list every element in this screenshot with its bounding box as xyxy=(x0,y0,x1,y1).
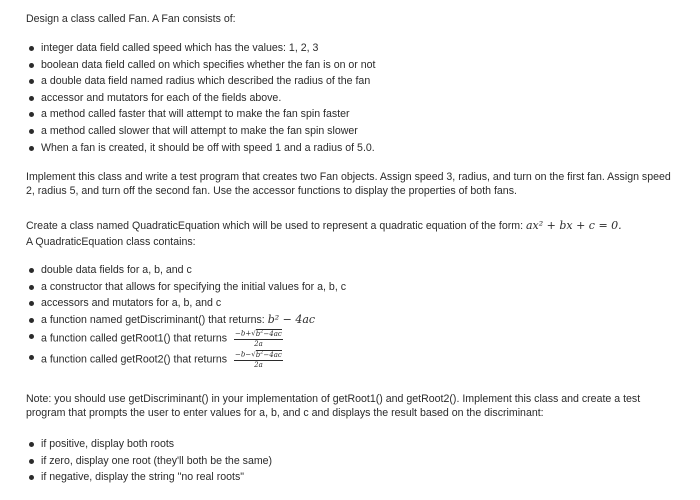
fan-list xyxy=(26,41,682,157)
discriminant-math: b² − 4ac xyxy=(267,312,316,326)
list-item-root2 xyxy=(26,350,682,371)
list-item: if zero, display one root (they'll both be the same) xyxy=(26,454,682,471)
root2-formula: $\frac{-b-√b^2-4ac}{2a}$ xyxy=(235,349,282,370)
fan-intro: Design a class called Fan. A Fan consists of: xyxy=(26,13,236,25)
list-item: if negative, display the string "no real roots" xyxy=(26,470,682,487)
root2-text: a function called getRoot2() that returns xyxy=(41,354,228,367)
discriminant-text: a function named getDiscriminant() that returns: xyxy=(41,313,265,326)
discriminant-cases-list xyxy=(26,437,682,487)
list-item: When a fan is created, it should be off with speed 1 and a radius of 5.0. xyxy=(26,141,682,158)
list-item: accessor and mutators for each of the fields above. xyxy=(26,91,682,108)
list-item-discriminant xyxy=(26,313,682,330)
list-item: boolean data field called on which specifies whether the fan is on or not xyxy=(26,58,682,75)
list-item: double data fields for a, b, and c xyxy=(26,263,682,280)
list-item: if positive, display both roots xyxy=(26,437,682,454)
list-item: accessors and mutators for a, b, and c xyxy=(26,296,682,313)
list-item: integer data field called speed which has the values: 1, 2, 3 xyxy=(26,41,682,58)
root1-formula: $\frac{-b+√b^2-4ac}{2a}$ xyxy=(235,328,282,349)
quadratic-note: Note: you should use getDiscriminant() in your implementation of getRoot1() and getRoot2(). Implement this class and create a test program that prompts the user to enter values for a, b, and c and displays the result based on the discriminant: xyxy=(26,393,641,420)
root1-text: a function called getRoot1() that returns xyxy=(41,333,228,346)
list-item-root1 xyxy=(26,329,682,350)
quadratic-intro xyxy=(26,219,682,234)
list-item: a method called faster that will attempt to make the fan spin faster xyxy=(26,107,682,124)
list-item: a constructor that allows for specifying the initial values for a, b, c xyxy=(26,280,682,297)
fan-task: Implement this class and write a test program that creates two Fan objects. Assign speed 3, radius, and turn on the first fan. Assign speed 2, radius 5, and turn off the second fan. Use the accessor functions to display the properties of both fans. xyxy=(26,171,671,198)
quadratic-list xyxy=(26,263,682,371)
quadratic-intro-text: Create a class named QuadraticEquation which will be used to represent a quadratic equation of the form: xyxy=(26,220,524,232)
quadratic-contains: A QuadraticEquation class contains: xyxy=(26,236,196,248)
quadratic-form-math: ax² + bx + c = 0. xyxy=(525,219,622,232)
list-item: a method called slower that will attempt to make the fan spin slower xyxy=(26,124,682,141)
list-item: a double data field named radius which described the radius of the fan xyxy=(26,74,682,91)
